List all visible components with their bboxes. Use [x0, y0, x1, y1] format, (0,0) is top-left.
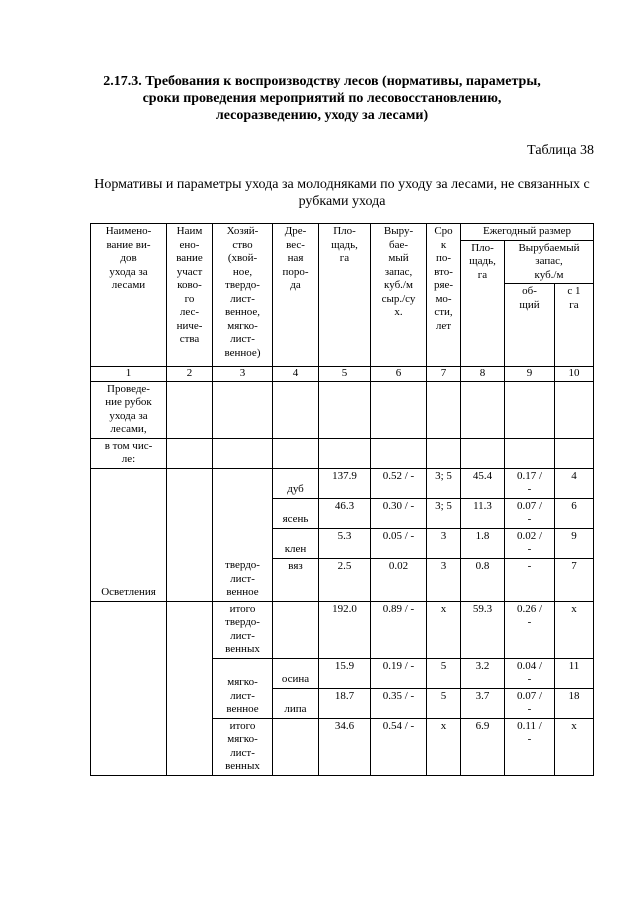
period-cell: 5 — [427, 688, 461, 718]
col-number: 4 — [273, 367, 319, 382]
ann-area-cell: 3.7 — [461, 688, 505, 718]
section-heading: 2.17.3. Требования к воспроизводству лесов (нормативы, параметры, сроки проведения мероприятий по лесовосстановлению, лесоразведению, уходу за лесами) — [103, 74, 541, 123]
area-cell: 192.0 — [319, 601, 371, 658]
ann-per-ha-cell: 18 — [555, 688, 594, 718]
area-cell: 46.3 — [319, 498, 371, 528]
norms-table — [90, 223, 594, 776]
ann-area-cell: 0.8 — [461, 558, 505, 601]
ann-area-cell: 1.8 — [461, 528, 505, 558]
header-cell: Пло- щадь, га — [461, 240, 505, 367]
period-cell: х — [427, 601, 461, 658]
table-row — [91, 381, 594, 438]
ann-per-ha-cell: 4 — [555, 468, 594, 498]
ann-per-ha-cell: 7 — [555, 558, 594, 601]
ann-total-cell: - — [505, 558, 555, 601]
ann-per-ha-cell: х — [555, 601, 594, 658]
area-cell: 18.7 — [319, 688, 371, 718]
ann-total-cell: 0.02 / - — [505, 528, 555, 558]
period-cell: 3 — [427, 528, 461, 558]
incl-cell: в том чис- ле: — [91, 438, 167, 468]
hardwood-total-cell: итого твердо- лист- венных — [213, 601, 273, 658]
ann-total-cell: 0.17 / - — [505, 468, 555, 498]
stock-cell: 0.19 / - — [371, 658, 427, 688]
ann-area-cell: 45.4 — [461, 468, 505, 498]
col-number: 6 — [371, 367, 427, 382]
species-cell: дуб — [273, 468, 319, 498]
table-caption: Нормативы и параметры ухода за молодняками по уходу за лесами, не связанных с рубками ухода — [94, 177, 590, 209]
stock-cell: 0.89 / - — [371, 601, 427, 658]
ann-total-cell: 0.11 / - — [505, 718, 555, 775]
stock-cell: 0.05 / - — [371, 528, 427, 558]
header-cell: Сро к по- вто- ряе- мо- сти, лет — [427, 224, 461, 367]
header-cell: Выру- бае- мый запас, куб./м сыр./су х. — [371, 224, 427, 367]
species-cell: вяз — [273, 558, 319, 601]
ann-total-cell: 0.26 / - — [505, 601, 555, 658]
intro-cell: Проведе- ние рубок ухода за лесами, — [91, 381, 167, 438]
stock-cell: 0.52 / - — [371, 468, 427, 498]
stock-cell: 0.30 / - — [371, 498, 427, 528]
ann-per-ha-cell: 11 — [555, 658, 594, 688]
stock-cell: 0.35 / - — [371, 688, 427, 718]
economy-hardwood-cell: твердо- лист- венное — [213, 558, 273, 601]
ann-total-cell: 0.04 / - — [505, 658, 555, 688]
header-cell: Наим ено- вание участ ково- го лес- ниче- ства — [167, 224, 213, 367]
species-cell: клен — [273, 528, 319, 558]
stock-cell: 0.02 — [371, 558, 427, 601]
area-cell: 34.6 — [319, 718, 371, 775]
species-cell: липа — [273, 688, 319, 718]
col-number: 8 — [461, 367, 505, 382]
economy-softwood-cell: мягко- лист- венное — [213, 658, 273, 718]
header-cell: Наимено- вание ви- дов ухода за лесами — [91, 224, 167, 367]
header-cell: Дре- вес- ная поро- да — [273, 224, 319, 367]
period-cell: 5 — [427, 658, 461, 688]
table-row — [91, 438, 594, 468]
header-cell: с 1 га — [555, 284, 594, 367]
col-number: 10 — [555, 367, 594, 382]
period-cell: 3; 5 — [427, 468, 461, 498]
ann-per-ha-cell: 6 — [555, 498, 594, 528]
ann-area-cell: 3.2 — [461, 658, 505, 688]
col-number: 9 — [505, 367, 555, 382]
col-number: 7 — [427, 367, 461, 382]
column-number-row — [91, 367, 594, 382]
period-cell: х — [427, 718, 461, 775]
ann-area-cell: 11.3 — [461, 498, 505, 528]
col-number: 2 — [167, 367, 213, 382]
ann-total-cell: 0.07 / - — [505, 688, 555, 718]
header-cell: Ежегодный размер — [461, 224, 594, 241]
header-cell: Вырубаемый запас, куб./м — [505, 240, 594, 284]
softwood-total-cell: итого мягко- лист- венных — [213, 718, 273, 775]
species-cell: осина — [273, 658, 319, 688]
ann-per-ha-cell: х — [555, 718, 594, 775]
ann-area-cell: 59.3 — [461, 601, 505, 658]
period-cell: 3; 5 — [427, 498, 461, 528]
stock-cell: 0.54 / - — [371, 718, 427, 775]
area-cell: 5.3 — [319, 528, 371, 558]
col-number: 5 — [319, 367, 371, 382]
area-cell: 15.9 — [319, 658, 371, 688]
col-number: 1 — [91, 367, 167, 382]
table-number: Таблица 38 — [527, 143, 594, 158]
ann-area-cell: 6.9 — [461, 718, 505, 775]
ann-total-cell: 0.07 / - — [505, 498, 555, 528]
ann-per-ha-cell: 9 — [555, 528, 594, 558]
col-number: 3 — [213, 367, 273, 382]
header-row — [91, 224, 594, 241]
table-row — [91, 468, 594, 498]
header-cell: Пло- щадь, га — [319, 224, 371, 367]
period-cell: 3 — [427, 558, 461, 601]
activity-cell: Осветления — [91, 468, 167, 601]
header-cell: об- щий — [505, 284, 555, 367]
table-row — [91, 601, 594, 658]
area-cell: 2.5 — [319, 558, 371, 601]
area-cell: 137.9 — [319, 468, 371, 498]
species-cell: ясень — [273, 498, 319, 528]
header-cell: Хозяй- ство (хвой- ное, твердо- лист- венное, мягко- лист- венное) — [213, 224, 273, 367]
